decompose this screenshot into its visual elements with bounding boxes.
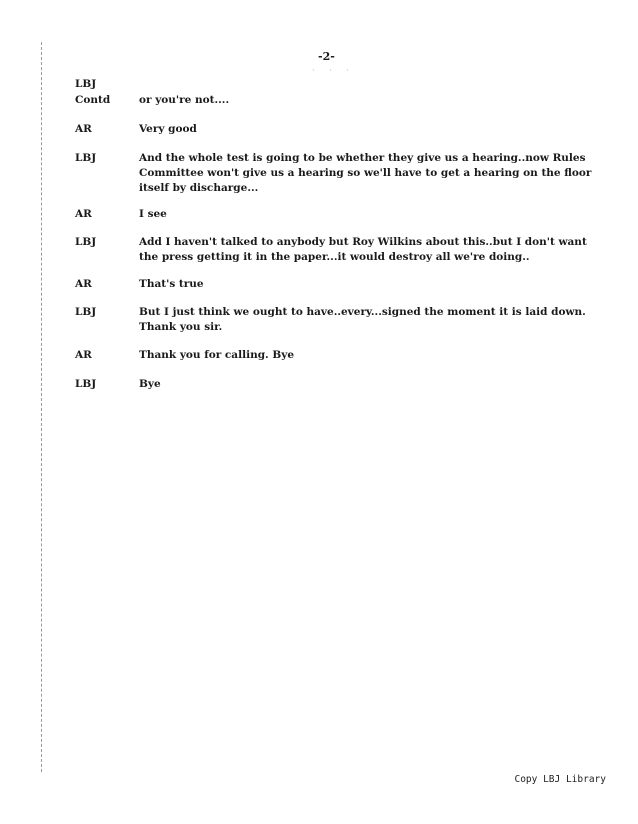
speaker-label: AR bbox=[75, 123, 92, 135]
speaker-label: AR bbox=[75, 278, 92, 290]
speech-line: Add I haven't talked to anybody but Roy Wilkins about this..but I don't want bbox=[139, 236, 587, 248]
speaker-label: AR bbox=[75, 349, 92, 361]
speech-line: That's true bbox=[139, 278, 204, 290]
speech-line: Committee won't give us a hearing so we'll have to get a hearing on the floor bbox=[139, 167, 592, 179]
speech-line: Thank you for calling. Bye bbox=[139, 349, 295, 361]
library-footer: Copy LBJ Library bbox=[514, 774, 606, 785]
speaker-label: LBJ bbox=[75, 152, 97, 164]
speaker-label: AR bbox=[75, 208, 92, 220]
speaker-label: LBJ bbox=[75, 236, 97, 248]
speech-line: or you're not.... bbox=[139, 94, 230, 106]
speech-line: Very good bbox=[139, 123, 197, 135]
speech-line: And the whole test is going to be whether they give us a hearing..now Rules bbox=[139, 152, 586, 164]
speaker-label-continued: Contd bbox=[75, 94, 111, 106]
speech-line: But I just think we ought to have..every...signed the moment it is laid down. bbox=[139, 306, 586, 318]
speaker-label: LBJ bbox=[75, 378, 97, 390]
speech-line: Thank you sir. bbox=[139, 321, 223, 333]
left-margin-line bbox=[41, 42, 42, 772]
speaker-label: LBJ bbox=[75, 306, 97, 318]
speaker-label: LBJ bbox=[75, 78, 97, 90]
speech-line: itself by discharge... bbox=[139, 182, 259, 194]
speech-line: the press getting it in the paper...it would destroy all we're doing.. bbox=[139, 251, 530, 263]
speech-line: I see bbox=[139, 208, 167, 220]
scan-specks: · · · bbox=[312, 66, 355, 75]
page-number: -2- bbox=[318, 50, 335, 63]
speech-line: Bye bbox=[139, 378, 161, 390]
